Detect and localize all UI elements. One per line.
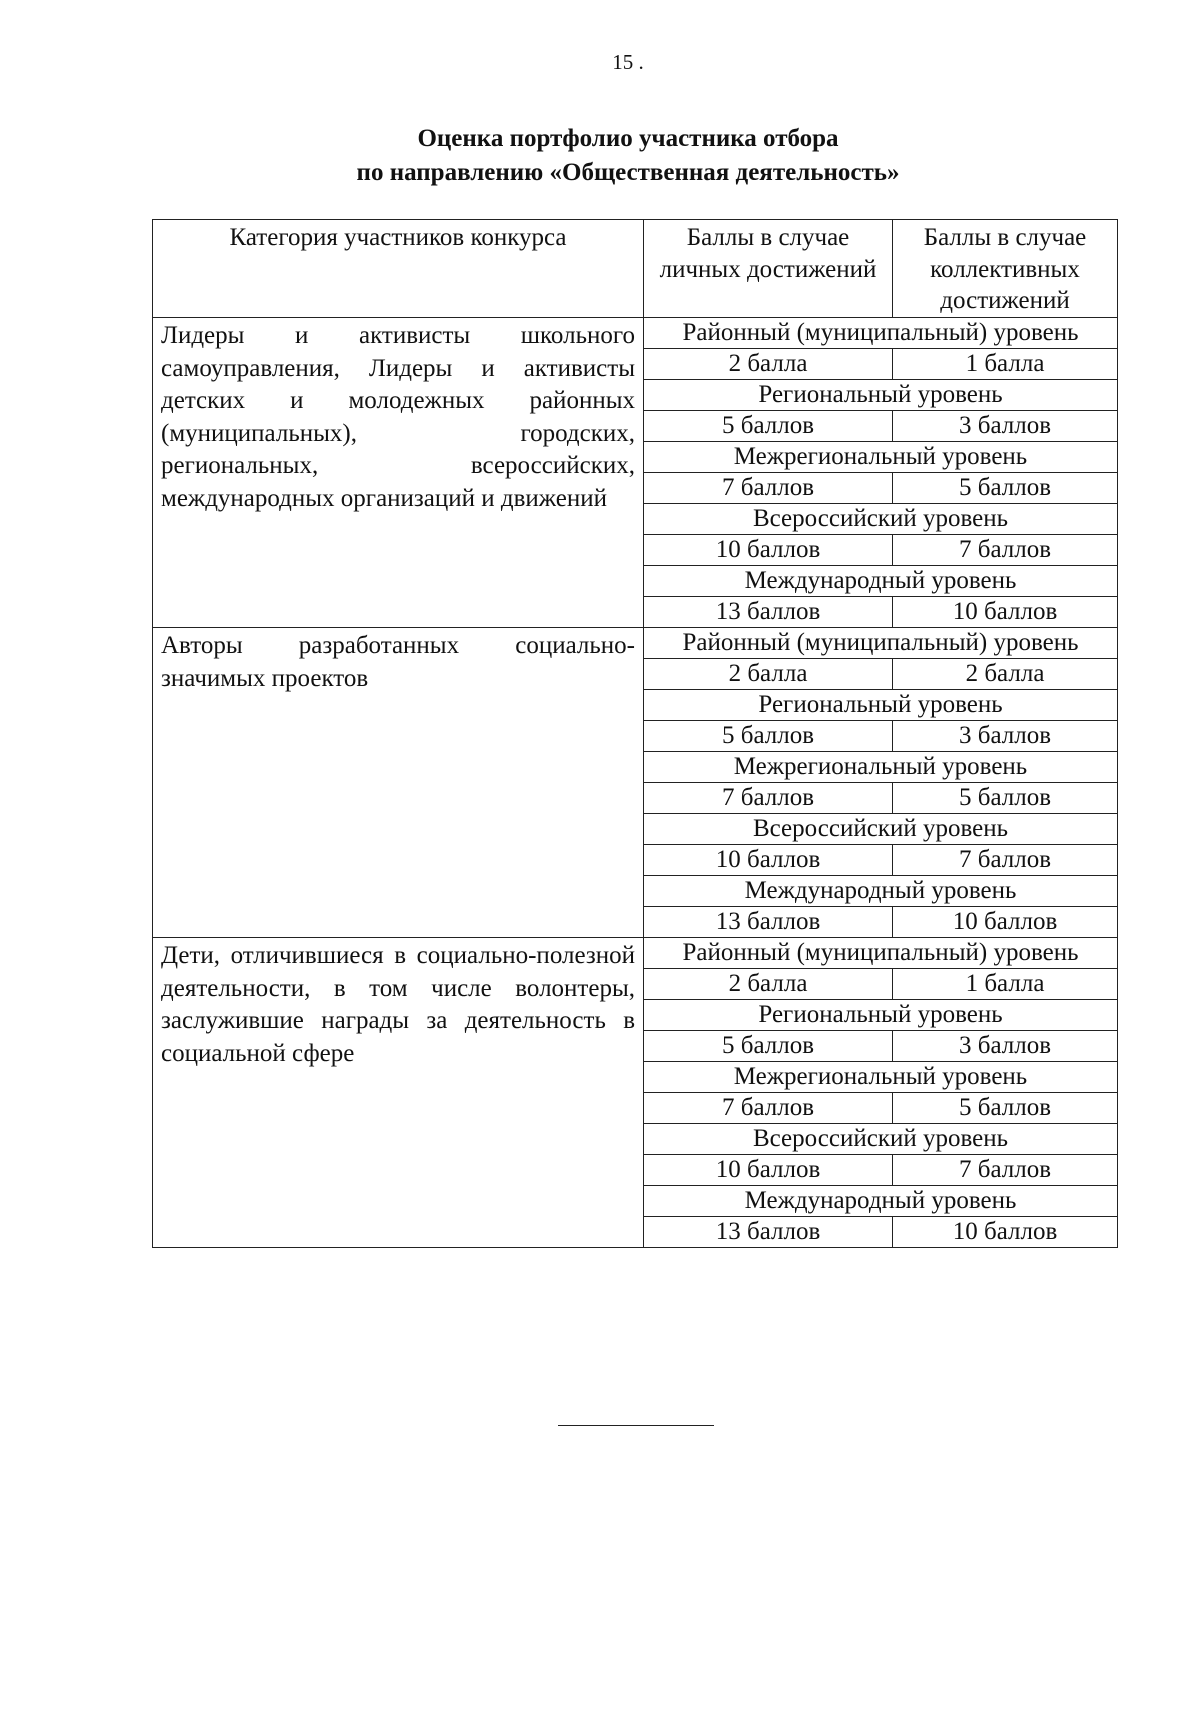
title-line-2: по направлению «Общественная деятельность» xyxy=(356,159,900,186)
personal-points: 5 баллов xyxy=(644,411,893,442)
title-line-1: Оценка портфолио участника отбора xyxy=(417,125,839,152)
level-name: Межрегиональный уровень xyxy=(644,752,1118,783)
level-name: Всероссийский уровень xyxy=(644,1124,1118,1155)
collective-points: 5 баллов xyxy=(893,783,1118,814)
collective-points: 1 балла xyxy=(893,969,1118,1000)
personal-points: 13 баллов xyxy=(644,907,893,938)
level-name: Международный уровень xyxy=(644,1186,1118,1217)
table-body xyxy=(153,318,1118,1248)
collective-points: 7 баллов xyxy=(893,1155,1118,1186)
level-name: Региональный уровень xyxy=(644,690,1118,721)
personal-points: 7 баллов xyxy=(644,1093,893,1124)
level-name: Районный (муниципальный) уровень xyxy=(644,938,1118,969)
collective-points: 10 баллов xyxy=(893,907,1118,938)
level-name: Международный уровень xyxy=(644,566,1118,597)
header-row xyxy=(153,220,1118,318)
collective-points: 3 баллов xyxy=(893,721,1118,752)
participant-category: Лидеры и активисты школьного самоуправления, Лидеры и активисты детских и молодежных районных (муниципальных), городских, региональных, всероссийских, международных организаций и движений xyxy=(153,318,644,628)
collective-points: 10 баллов xyxy=(893,1217,1118,1248)
collective-points: 5 баллов xyxy=(893,1093,1118,1124)
participant-category: Дети, отличившиеся в социально-полезной деятельности, в том числе волонтеры, заслужившие награды за деятельность в социальной сфере xyxy=(153,938,644,1248)
header-collective-points: Баллы в случае коллективных достижений xyxy=(893,220,1118,318)
personal-points: 2 балла xyxy=(644,659,893,690)
level-row xyxy=(153,628,1118,659)
personal-points: 13 баллов xyxy=(644,1217,893,1248)
personal-points: 5 баллов xyxy=(644,721,893,752)
collective-points: 10 баллов xyxy=(893,597,1118,628)
collective-points: 3 баллов xyxy=(893,411,1118,442)
collective-points: 5 баллов xyxy=(893,473,1118,504)
level-name: Региональный уровень xyxy=(644,380,1118,411)
personal-points: 10 баллов xyxy=(644,1155,893,1186)
document-title xyxy=(0,122,1200,190)
level-name: Межрегиональный уровень xyxy=(644,1062,1118,1093)
collective-points: 2 балла xyxy=(893,659,1118,690)
level-name: Районный (муниципальный) уровень xyxy=(644,628,1118,659)
level-row xyxy=(153,318,1118,349)
personal-points: 10 баллов xyxy=(644,535,893,566)
level-name: Межрегиональный уровень xyxy=(644,442,1118,473)
personal-points: 2 балла xyxy=(644,349,893,380)
personal-points: 5 баллов xyxy=(644,1031,893,1062)
collective-points: 3 баллов xyxy=(893,1031,1118,1062)
collective-points: 1 балла xyxy=(893,349,1118,380)
personal-points: 10 баллов xyxy=(644,845,893,876)
header-category: Категория участников конкурса xyxy=(153,220,644,318)
end-divider xyxy=(558,1425,714,1426)
collective-points: 7 баллов xyxy=(893,845,1118,876)
page-number: 15 . xyxy=(612,50,644,74)
collective-points: 7 баллов xyxy=(893,535,1118,566)
level-name: Районный (муниципальный) уровень xyxy=(644,318,1118,349)
personal-points: 7 баллов xyxy=(644,473,893,504)
personal-points: 7 баллов xyxy=(644,783,893,814)
level-name: Всероссийский уровень xyxy=(644,814,1118,845)
header-personal-points: Баллы в случае личных достижений xyxy=(644,220,893,318)
participant-category: Авторы разработанных социально-значимых проектов xyxy=(153,628,644,938)
level-name: Международный уровень xyxy=(644,876,1118,907)
level-row xyxy=(153,938,1118,969)
level-name: Региональный уровень xyxy=(644,1000,1118,1031)
personal-points: 2 балла xyxy=(644,969,893,1000)
personal-points: 13 баллов xyxy=(644,597,893,628)
scoring-table xyxy=(152,219,1118,1248)
level-name: Всероссийский уровень xyxy=(644,504,1118,535)
